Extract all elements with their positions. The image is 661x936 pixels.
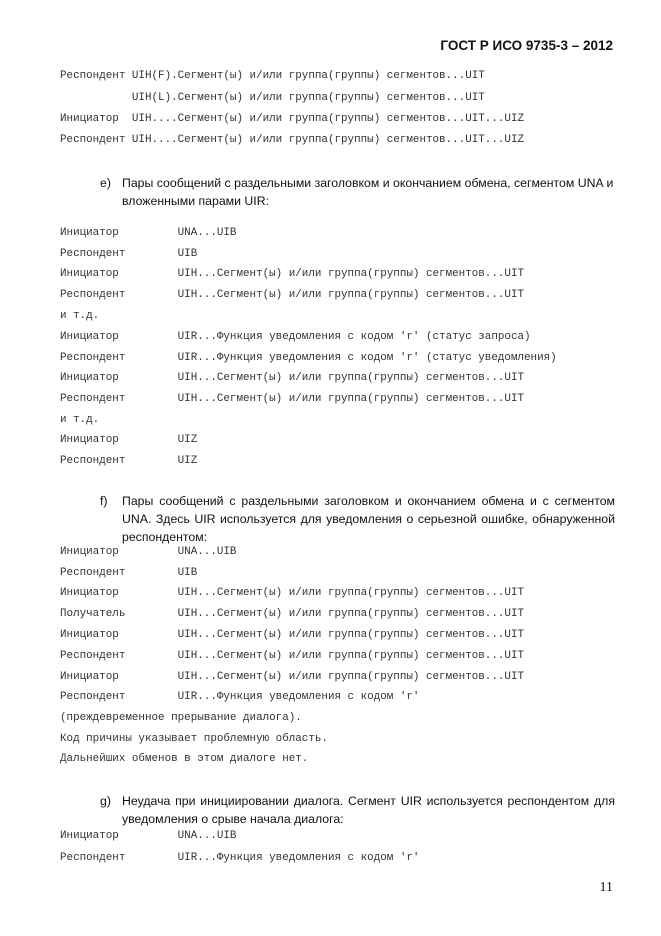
code-line: Респондент UIH....Сегмент(ы) и/или группа(группы) сегментов...UIT...UIZ [60, 134, 525, 146]
section-f-paragraph [100, 492, 615, 546]
paragraph-text: Неудача при инициировании диалога. Сегмент UIR используется респондентом для уведомления о срыве начала диалога: [122, 794, 615, 826]
code-line: Инициатор UIH...Сегмент(ы) и/или группа(группы) сегментов...UIT [60, 587, 525, 599]
paragraph-text: Пары сообщений с раздельными заголовком и окончанием обмена и с сегментом UNA. Здесь UIR используется для уведомления о серьезной ошибке, обнаруженной респондентом: [122, 494, 615, 544]
code-line: Респондент UIR...Функция уведомления с кодом 'r' [60, 852, 420, 864]
paragraph-text: Пары сообщений с раздельными заголовком и окончанием обмена, сегментом UNA и вложенными парами UIR: [122, 176, 614, 208]
code-line: Инициатор UNA...UIB [60, 227, 237, 239]
code-line: Респондент UIB [60, 567, 198, 579]
code-line: и т.д. [60, 310, 100, 322]
code-line: Респондент UIB [60, 248, 198, 260]
code-line: Получатель UIH...Сегмент(ы) и/или группа(группы) сегментов...UIT [60, 608, 525, 620]
code-line: Дальнейших обменов в этом диалоге нет. [60, 753, 309, 765]
code-line: Респондент UIR...Функция уведомления с кодом 'r' (статус уведомления) [60, 352, 557, 364]
code-line: и т.д. [60, 414, 100, 426]
code-line: Респондент UIH...Сегмент(ы) и/или группа(группы) сегментов...UIT [60, 289, 525, 301]
code-line: Инициатор UIH...Сегмент(ы) и/или группа(группы) сегментов...UIT [60, 372, 525, 384]
page-number: 11 [599, 880, 613, 895]
list-marker: f) [100, 494, 108, 508]
code-line: Инициатор UIZ [60, 434, 198, 446]
code-line: Инициатор UIR...Функция уведомления с кодом 'r' (статус запроса) [60, 331, 531, 343]
code-line: Респондент UIZ [60, 455, 198, 467]
list-marker: е) [100, 176, 111, 190]
code-line: UIH(L).Сегмент(ы) и/или группа(группы) сегментов...UIT [60, 92, 485, 104]
section-e-paragraph [100, 174, 615, 210]
code-line: Код причины указывает проблемную область. [60, 733, 328, 745]
code-line: Инициатор UIH...Сегмент(ы) и/или группа(группы) сегментов...UIT [60, 629, 525, 641]
code-line: Респондент UIR...Функция уведомления с кодом 'r' [60, 691, 420, 703]
code-line: Инициатор UIH...Сегмент(ы) и/или группа(группы) сегментов...UIT [60, 268, 525, 280]
code-line: Инициатор UIH....Сегмент(ы) и/или группа(группы) сегментов...UIT...UIZ [60, 113, 525, 125]
list-marker: g) [100, 794, 111, 808]
code-line: Респондент UIH...Сегмент(ы) и/или группа(группы) сегментов...UIT [60, 650, 525, 662]
section-g-paragraph [100, 792, 615, 828]
code-line: (преждевременное прерывание диалога). [60, 712, 302, 724]
code-line: Инициатор UNA...UIB [60, 830, 237, 842]
code-line: Респондент UIH(F).Сегмент(ы) и/или группа(группы) сегментов...UIT [60, 70, 485, 82]
code-line: Респондент UIH...Сегмент(ы) и/или группа(группы) сегментов...UIT [60, 393, 525, 405]
document-header: ГОСТ Р ИСО 9735-3 – 2012 [440, 38, 613, 53]
code-line: Инициатор UIH...Сегмент(ы) и/или группа(группы) сегментов...UIT [60, 671, 525, 683]
code-line: Инициатор UNA...UIB [60, 546, 237, 558]
